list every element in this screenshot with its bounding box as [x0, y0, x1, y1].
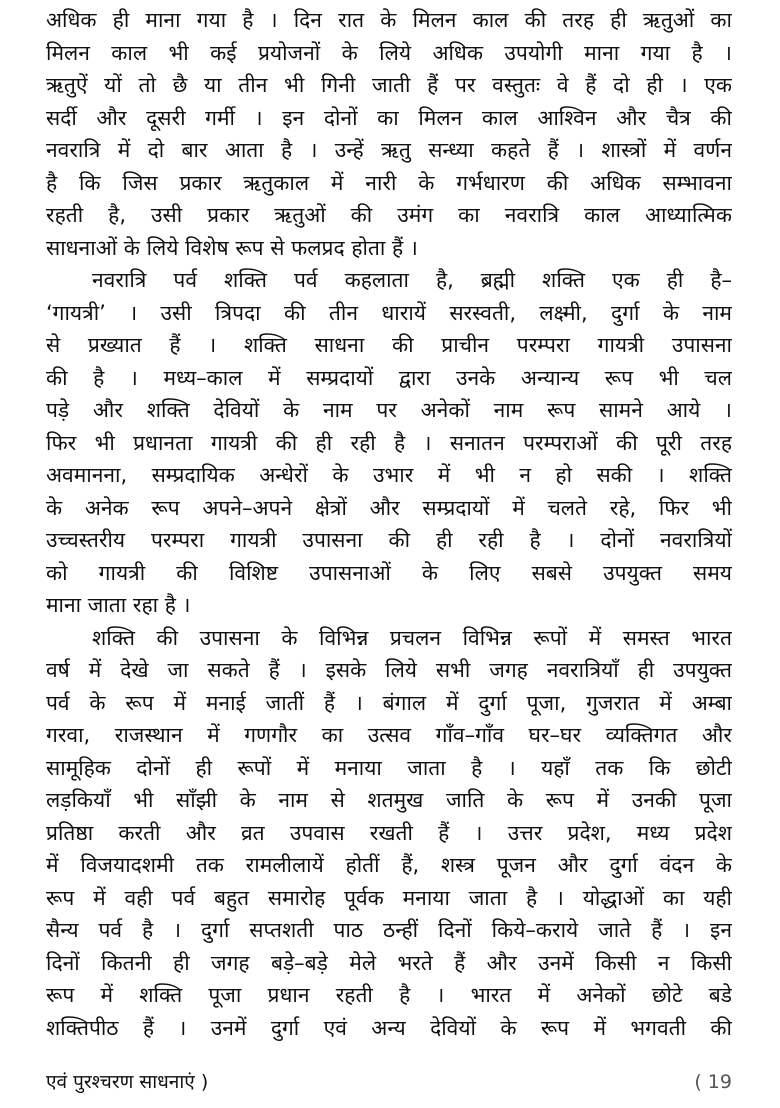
text-line: पड़े और शक्ति देवियों के नाम पर अनेकों नाम रूप सामने आये । [46, 398, 732, 422]
text-line: की है । मध्य–काल में सम्प्रदायों द्वारा उनके अन्यान्य रूप भी चल [46, 365, 732, 390]
text-line: मिलन काल भी कई प्रयोजनों के लिये अधिक उपयोगी माना गया है । [46, 40, 732, 65]
body-text [46, 4, 732, 1044]
text-line: सैन्य पर्व है । दुर्गा सप्तशती पाठ ठन्हीं दिनों किये–कराये जाते हैं । इन [46, 918, 732, 942]
text-line: से प्रख्यात हैं । शक्ति साधना की प्राचीन परम्परा गायत्री उपासना [46, 333, 732, 357]
text-line: है कि जिस प्रकार ऋतुकाल में नारी के गर्भधारण की अधिक सम्भावना [46, 170, 732, 195]
text-line: फिर भी प्रधानता गायत्री की ही रही है । सनातन परम्पराओं की पूरी तरह [46, 430, 732, 455]
text-line: पर्व के रूप में मनाई जातीं हैं । बंगाल में दुर्गा पूजा, गुजरात में अम्बा [46, 690, 732, 715]
text-line: के अनेक रूप अपने–अपने क्षेत्रों और सम्प्रदायों में चलते रहे, फिर भी [46, 495, 732, 520]
text-line: रूप में वही पर्व बहुत समारोह पूर्वक मनाया जाता है । योद्धाओं का यही [46, 885, 732, 910]
text-line: ऋतुऐं यों तो छै या तीन भी गिनी जाती हैं पर वस्तुतः वे हैं दो ही । एक [46, 73, 732, 97]
text-line: नवरात्रि में दो बार आता है । उन्हें ऋतु सन्ध्या कहते हैं । शास्त्रों में वर्णन [46, 138, 732, 162]
text-line: ‘गायत्री’ । उसी त्रिपदा की तीन धारायें सरस्वती, लक्ष्मी, दुर्गा के नाम [46, 300, 732, 325]
text-line: रूप में शक्ति पूजा प्रधान रहती है । भारत में अनेकों छोटे बडे [46, 983, 732, 1007]
text-line: को गायत्री की विशिष्ट उपासनाओं के लिए सबसे उपयुक्त समय [46, 560, 732, 585]
text-line: शक्ति की उपासना के विभिन्न प्रचलन विभिन्न रूपों में समस्त भारत [92, 625, 732, 650]
text-line: प्रतिष्ठा करती और व्रत उपवास रखती हैं । उत्तर प्रदेश, मध्य प्रदेश [46, 820, 732, 845]
text-line: लड़कियाँ भी साँझी के नाम से शतमुख जाति के रूप में उनकी पूजा [46, 788, 732, 812]
text-line: अधिक ही माना गया है । दिन रात के मिलन काल की तरह ही ऋतुओं का [46, 8, 732, 32]
text-line: साधनाओं के लिये विशेष रूप से फलप्रद होता हैं । [46, 235, 418, 260]
text-line: माना जाता रहा है । [46, 593, 191, 617]
text-line: सामूहिक दोनों ही रूपों में मनाया जाता है । यहाँ तक कि छोटी [46, 755, 732, 780]
footer-book-title: एवं पुरश्चरण साधनाएं ) [46, 1071, 209, 1093]
text-line: नवरात्रि पर्व शक्ति पर्व कहलाता है, ब्रह्मी शक्ति एक ही है– [92, 268, 732, 292]
text-line: गरवा, राजस्थान में गणगौर का उत्सव गाँव–गाँव घर–घर व्यक्तिगत और [46, 723, 732, 747]
text-line: उच्चस्तरीय परम्परा गायत्री उपासना की ही रही है । दोनों नवरात्रियों [46, 528, 732, 552]
page-footer [46, 1066, 732, 1098]
text-line: शक्तिपीठ हैं । उनमें दुर्गा एवं अन्य देवियों के रूप में भगवती की [46, 1015, 732, 1040]
page-number: ( 19 [694, 1071, 732, 1093]
text-line: दिनों कितनी ही जगह बड़े–बड़े मेले भरते हैं और उनमें किसी न किसी [46, 950, 732, 975]
text-line: सर्दी और दूसरी गर्मी । इन दोनों का मिलन काल आश्विन और चैत्र की [46, 105, 732, 130]
text-line: रहती है, उसी प्रकार ऋतुओं की उमंग का नवरात्रि काल आध्यात्मिक [46, 203, 732, 227]
text-line: अवमानना, सम्प्रदायिक अन्धेरों के उभार में भी न हो सकी । शक्ति [46, 463, 732, 487]
text-line: में विजयादशमी तक रामलीलायें होतीं हैं, शस्त्र पूजन और दुर्गा वंदन के [46, 853, 732, 877]
text-line: वर्ष में देखे जा सकते हैं । इसके लिये सभी जगह नवरात्रियाँ ही उपयुक्त [46, 658, 732, 682]
